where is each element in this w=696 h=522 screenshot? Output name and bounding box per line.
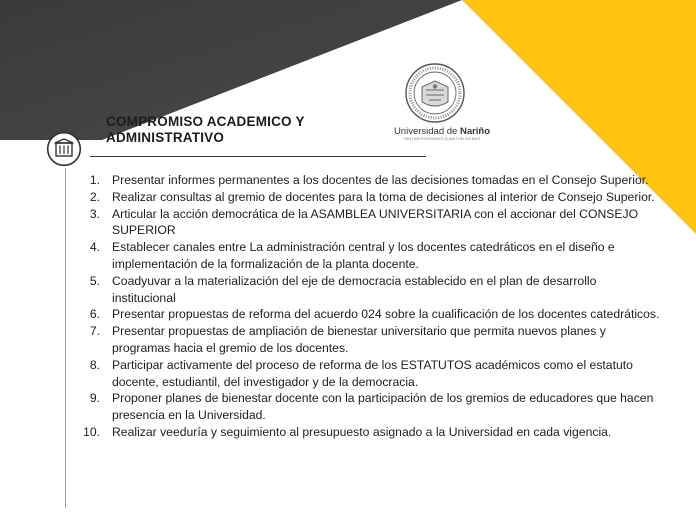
list-item xyxy=(80,172,660,189)
list-item-number: 6. xyxy=(89,307,100,322)
list-item xyxy=(80,323,660,357)
list-item xyxy=(80,189,660,206)
list-item-text: Presentar informes permanentes a los docentes de las decisiones tomadas en el Consejo Superior. xyxy=(112,173,649,187)
university-motto: TANTUM POSSUMUS QUANTUM SCIMUS xyxy=(403,137,481,141)
list-item xyxy=(80,424,660,441)
list-item xyxy=(80,306,660,323)
list-item-text: Participar activamente del proceso de reforma de los ESTATUTOS académicos como el estatuto docente, estudiantil, del investigador y de la democracia. xyxy=(112,357,633,389)
page-title-line-2: ADMINISTRATIVO xyxy=(106,130,225,145)
list-item-text: Realizar consultas al gremio de docentes para la toma de decisiones al interior de Consejo Superior. xyxy=(112,189,655,204)
university-name-prefix: Universidad de xyxy=(393,126,460,137)
university-logo xyxy=(385,62,499,142)
commitments-list xyxy=(80,172,660,441)
university-name xyxy=(384,126,500,137)
university-name-emphasis: Nariño xyxy=(459,126,491,137)
list-item xyxy=(80,273,660,307)
list-item-number: 2. xyxy=(89,189,100,204)
institution-building-icon xyxy=(46,131,82,167)
university-seal-icon xyxy=(404,62,466,124)
list-item-number: 10. xyxy=(83,424,100,439)
list-item-number: 7. xyxy=(89,324,100,339)
list-item xyxy=(80,357,660,391)
page-title xyxy=(106,114,305,146)
list-item-text: Coadyuvar a la materialización del eje de democracia establecido en el plan de desarrollo institucional xyxy=(112,273,597,305)
title-underline xyxy=(90,156,426,157)
list-item-number: 3. xyxy=(89,206,100,221)
list-item-text: Proponer planes de bienestar docente con la participación de los gremios de educadores que hacen presencia en la Universidad. xyxy=(112,391,654,423)
list-item-number: 8. xyxy=(89,357,100,372)
list-item xyxy=(80,206,660,240)
list-item xyxy=(80,239,660,273)
list-item-text: Presentar propuestas de reforma del acuerdo 024 sobre la cualificación de los docentes catedráticos. xyxy=(112,307,660,322)
list-item-number: 4. xyxy=(89,240,100,255)
list-item-number: 1. xyxy=(89,173,100,187)
page-title-line-1: COMPROMISO ACADEMICO Y xyxy=(106,114,305,129)
list-item-number: 9. xyxy=(89,391,100,406)
list-item-number: 5. xyxy=(89,273,100,288)
left-guide-line xyxy=(65,168,66,508)
list-item-text: Presentar propuestas de ampliación de bienestar universitario que permita nuevos planes y programas hacia el gremio de los docentes. xyxy=(112,324,606,355)
list-item-text: Articular la acción democrática de la ASAMBLEA UNIVERSITARIA con el accionar del CONSEJO SUPERIOR xyxy=(112,206,639,238)
list-item xyxy=(80,390,660,424)
list-item-text: Realizar veeduría y seguimiento al presupuesto asignado a la Universidad en cada vigencia. xyxy=(112,424,612,439)
list-item-text: Establecer canales entre La administración central y los docentes catedráticos en el diseño e implementación de la formalización de la planta docente. xyxy=(112,240,615,271)
